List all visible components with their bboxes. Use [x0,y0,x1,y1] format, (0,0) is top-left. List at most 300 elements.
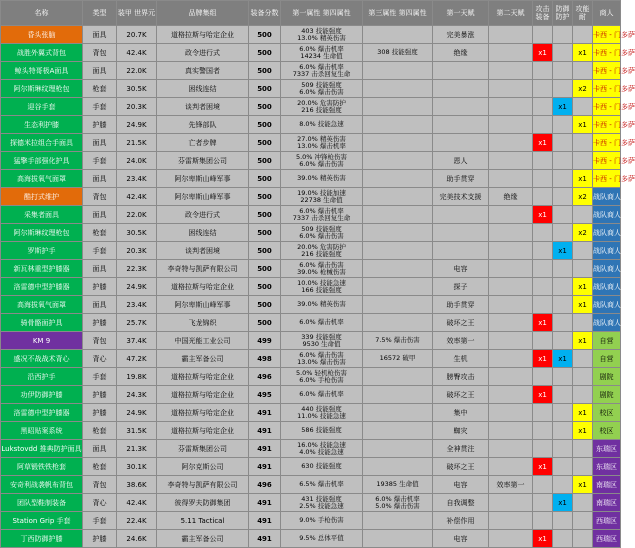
name-cell: 高海拔氧气面罩 [1,170,83,188]
attr2-cell [363,386,433,404]
def-cell [553,80,573,98]
skl-cell: x2 [573,224,593,242]
name-cell: 沿西护手 [1,368,83,386]
talent2-cell [489,512,533,530]
name-cell: 鲸头特哥极A面具 [1,62,83,80]
attr1-cell: 586 技能强度 [281,422,363,440]
talent1-cell: 自我调整 [433,494,489,512]
talent2-cell: 绝缘 [489,188,533,206]
type-cell: 面具 [83,206,117,224]
type-cell: 面具 [83,170,117,188]
talent1-cell: 全神贯注 [433,440,489,458]
name-cell: 采集者面具 [1,206,83,224]
table-body [1,26,635,548]
name-cell: 高海拔氧气面罩 [1,296,83,314]
skl-cell [573,530,593,548]
brand-cell: 5.11 Tactical [157,512,249,530]
def-cell: x1 [553,98,573,116]
brand-cell: 谈判者困境 [157,98,249,116]
merchant-cell: 卡西 - 门多萨 [593,80,621,98]
attr1-cell: 27.0% 精英伤害 13.0% 爆击机率 [281,134,363,152]
talent1-cell: 效率第一 [433,332,489,350]
attr1-cell: 6.0% 爆击机率 7337 击杀回复生命 [281,206,363,224]
merchant-cell: 剧院 [593,368,621,386]
col-score-header: 装备分数 [249,1,281,26]
col-skl-header: 攻能 耐 [573,1,593,26]
name-cell: 功伊防御护膝 [1,386,83,404]
type-cell: 背心 [83,350,117,368]
price-cell: 20.3K [117,98,157,116]
attr2-cell: 7.5% 爆击伤害 [363,332,433,350]
brand-cell: 阿尔卑斯山峰军事 [157,188,249,206]
score-cell: 500 [249,116,281,134]
type-cell: 护膝 [83,116,117,134]
price-cell: 19.8K [117,368,157,386]
merchant-cell: 南瑞区 [593,476,621,494]
talent1-cell [433,98,489,116]
type-cell: 背包 [83,332,117,350]
skl-cell [573,152,593,170]
brand-cell: 道格拉斯与哈定企业 [157,278,249,296]
score-cell: 500 [249,134,281,152]
brand-cell: 道格拉斯与哈定企业 [157,404,249,422]
brand-cell: 阿尔卑斯山峰军事 [157,170,249,188]
skl-cell: x1 [573,476,593,494]
name-cell: 骑骨骼面护具 [1,314,83,332]
col-def-header: 防御 防护 [553,1,573,26]
def-cell [553,368,573,386]
score-cell: 491 [249,440,281,458]
skl-cell [573,350,593,368]
score-cell: 500 [249,80,281,98]
merchant-cell: 东瑞区 [593,458,621,476]
atk-cell [533,368,553,386]
score-cell: 500 [249,278,281,296]
talent2-cell [489,350,533,368]
atk-cell [533,26,553,44]
atk-cell [533,224,553,242]
price-cell: 23.4K [117,170,157,188]
atk-cell: x1 [533,350,553,368]
attr2-cell [363,134,433,152]
table-row [1,350,621,368]
name-cell: 团队型鞋制装备 [1,494,83,512]
talent1-cell [433,242,489,260]
talent1-cell: 探子 [433,278,489,296]
name-cell: Station Grip 手套 [1,512,83,530]
skl-cell [573,242,593,260]
brand-cell: 霸主军备公司 [157,530,249,548]
name-cell: 新瓦林重型护膝器 [1,260,83,278]
talent2-cell [489,404,533,422]
merchant-cell: 西瑞区 [593,512,621,530]
talent1-cell: 完美技术支援 [433,188,489,206]
talent1-cell: 助手贯穿 [433,296,489,314]
attr1-cell: 8.0% 技能急速 [281,116,363,134]
col-talent1-header: 第一天赋 [433,1,489,26]
table-row [1,296,621,314]
type-cell: 面具 [83,260,117,278]
name-cell: 罗斯护手 [1,242,83,260]
talent2-cell: 效率第一 [489,476,533,494]
type-cell: 枪套 [83,422,117,440]
def-cell [553,44,573,62]
merchant-cell: 卡西 - 门多萨 [593,26,621,44]
talent2-cell [489,134,533,152]
talent1-cell: 电容 [433,260,489,278]
attr1-cell: 10.0% 技能急速 166 技能强度 [281,278,363,296]
def-cell [553,116,573,134]
name-cell: 洛雷德中型护膝器 [1,278,83,296]
attr2-cell [363,206,433,224]
name-cell: 战胜外翼式背包 [1,44,83,62]
attr2-cell [363,278,433,296]
type-cell: 护膝 [83,404,117,422]
table-row [1,278,621,296]
atk-cell [533,152,553,170]
attr1-cell: 20.0% 危害防护 216 技能强度 [281,98,363,116]
col-talent2-header: 第二天赋 [489,1,533,26]
table-row [1,44,621,62]
def-cell [553,260,573,278]
table-row [1,458,621,476]
talent1-cell [433,134,489,152]
brand-cell: 谈判者困境 [157,242,249,260]
price-cell: 47.2K [117,350,157,368]
skl-cell [573,440,593,458]
atk-cell: x1 [533,44,553,62]
skl-cell [573,458,593,476]
talent1-cell [433,80,489,98]
talent1-cell [433,224,489,242]
attr1-cell: 39.0% 精英伤害 [281,170,363,188]
talent2-cell [489,26,533,44]
def-cell [553,530,573,548]
def-cell [553,314,573,332]
def-cell [553,332,573,350]
talent2-cell [489,368,533,386]
talent2-cell [489,494,533,512]
score-cell: 500 [249,224,281,242]
attr1-cell: 16.0% 技能急速 4.0% 技能急速 [281,440,363,458]
score-cell: 500 [249,314,281,332]
talent1-cell: 完美暴涨 [433,26,489,44]
attr1-cell: 431 技能强度 2.5% 技能急速 [281,494,363,512]
score-cell: 500 [249,170,281,188]
score-cell: 500 [249,44,281,62]
brand-cell: 道格拉斯与哈定企业 [157,368,249,386]
attr1-cell: 6.0% 爆击伤害 39.0% 枪械伤害 [281,260,363,278]
col-merchant-header: 商人 [593,1,621,26]
attr1-cell: 9.0% 手枪伤害 [281,512,363,530]
attr2-cell [363,116,433,134]
attr1-cell: 19.0% 技能加速 22738 生命值 [281,188,363,206]
brand-cell: 困线连结 [157,224,249,242]
score-cell: 491 [249,422,281,440]
skl-cell: x1 [573,422,593,440]
talent1-cell: 绝缘 [433,44,489,62]
talent2-cell [489,296,533,314]
name-cell: 阿草锻铁铁枪套 [1,458,83,476]
attr2-cell [363,242,433,260]
skl-cell [573,260,593,278]
attr2-cell [363,458,433,476]
talent2-cell [489,422,533,440]
brand-cell: 芬雷斯集团公司 [157,440,249,458]
attr2-cell [363,440,433,458]
attr1-cell: 39.0% 精英伤害 [281,296,363,314]
type-cell: 枪套 [83,80,117,98]
talent2-cell [489,386,533,404]
price-cell: 24.3K [117,386,157,404]
def-cell [553,170,573,188]
brand-cell: 道格拉斯与哈定企业 [157,422,249,440]
talent1-cell: 破坏之王 [433,458,489,476]
merchant-cell: 校区 [593,404,621,422]
table-row [1,476,621,494]
atk-cell: x1 [533,134,553,152]
price-cell: 30.5K [117,224,157,242]
atk-cell [533,440,553,458]
merchant-cell: 南瑞区 [593,494,621,512]
brand-cell: 政令进行式 [157,206,249,224]
def-cell [553,404,573,422]
atk-cell [533,296,553,314]
talent1-cell: 补偿作用 [433,512,489,530]
talent2-cell [489,242,533,260]
def-cell [553,26,573,44]
atk-cell [533,242,553,260]
def-cell [553,206,573,224]
attr1-cell: 6.0% 爆击机率 [281,314,363,332]
type-cell: 护膝 [83,278,117,296]
talent2-cell [489,116,533,134]
col-atk-header: 攻击 装备 [533,1,553,26]
type-cell: 手套 [83,512,117,530]
name-cell: 酷打式维护 [1,188,83,206]
price-cell: 22.0K [117,206,157,224]
price-cell: 42.4K [117,44,157,62]
talent1-cell: 破坏之王 [433,386,489,404]
attr1-cell: 5.0% 冲锋枪伤害 6.0% 爆击伤害 [281,152,363,170]
talent2-cell [489,98,533,116]
price-cell: 21.3K [117,440,157,458]
price-cell: 20.7K [117,26,157,44]
type-cell: 背包 [83,188,117,206]
atk-cell: x1 [533,458,553,476]
attr2-cell: 16572 破甲 [363,350,433,368]
merchant-cell: 战队商人 [593,242,621,260]
col-type-header: 类型 [83,1,117,26]
merchant-cell: 卡西 - 门多萨 [593,62,621,80]
type-cell: 面具 [83,26,117,44]
attr2-cell [363,422,433,440]
table-row [1,98,621,116]
score-cell: 491 [249,530,281,548]
merchant-cell: 战队商人 [593,278,621,296]
attr2-cell [363,368,433,386]
talent2-cell [489,224,533,242]
atk-cell [533,278,553,296]
talent1-cell: 膀臀攻击 [433,368,489,386]
merchant-cell: 战队商人 [593,296,621,314]
table-row [1,134,621,152]
talent1-cell: 破坏之王 [433,314,489,332]
def-cell [553,422,573,440]
merchant-cell: 战队商人 [593,188,621,206]
talent1-cell: 恩人 [433,152,489,170]
talent1-cell: 生机 [433,350,489,368]
merchant-cell: 卡西 - 门多萨 [593,152,621,170]
attr1-cell: 6.0% 爆击机率 14234 生命值 [281,44,363,62]
name-cell: 黑昭贴案系统 [1,422,83,440]
score-cell: 491 [249,494,281,512]
atk-cell [533,62,553,80]
attr1-cell: 440 技能强度 11.0% 技能急速 [281,404,363,422]
talent2-cell [489,80,533,98]
attr2-cell [363,62,433,80]
price-cell: 30.1K [117,458,157,476]
table-row [1,332,621,350]
score-cell: 500 [249,206,281,224]
type-cell: 面具 [83,440,117,458]
talent2-cell [489,170,533,188]
attr2-cell [363,296,433,314]
table-row [1,440,621,458]
score-cell: 500 [249,188,281,206]
price-cell: 31.5K [117,422,157,440]
talent2-cell [489,152,533,170]
price-cell: 22.3K [117,260,157,278]
attr2-cell [363,188,433,206]
attr1-cell: 6.0% 爆击机率 [281,386,363,404]
attr1-cell: 5.0% 轻机枪伤害 6.0% 手枪伤害 [281,368,363,386]
atk-cell [533,116,553,134]
name-cell: 盛况不战战术背心 [1,350,83,368]
atk-cell: x1 [533,530,553,548]
table-row [1,224,621,242]
type-cell: 背包 [83,44,117,62]
def-cell [553,296,573,314]
merchant-cell: 卡西 - 门多萨 [593,134,621,152]
score-cell: 500 [249,62,281,80]
name-cell: 洛雷德中型护膝器 [1,404,83,422]
type-cell: 手套 [83,152,117,170]
merchant-cell: 卡西 - 门多萨 [593,98,621,116]
name-cell: 丁西防御护膝 [1,530,83,548]
attr2-cell [363,260,433,278]
def-cell [553,458,573,476]
brand-cell: 道格拉斯与哈定企业 [157,26,249,44]
header-row [1,1,621,26]
score-cell: 500 [249,152,281,170]
table-row [1,422,621,440]
skl-cell [573,62,593,80]
merchant-cell: 剧院 [593,386,621,404]
talent1-cell: 电容 [433,476,489,494]
brand-cell: 阿尔克斯公司 [157,458,249,476]
def-cell: x1 [553,494,573,512]
table-row [1,80,621,98]
table-row [1,260,621,278]
attr2-cell [363,512,433,530]
col-brand-header: 品牌集组 [157,1,249,26]
merchant-cell: 卡西 - 门多萨 [593,44,621,62]
atk-cell: x1 [533,206,553,224]
skl-cell [573,512,593,530]
talent2-cell [489,260,533,278]
table-row [1,368,621,386]
attr2-cell: 19385 生命值 [363,476,433,494]
attr2-cell [363,170,433,188]
attr2-cell [363,26,433,44]
price-cell: 24.0K [117,152,157,170]
price-cell: 24.9K [117,278,157,296]
table-row [1,116,621,134]
def-cell: x1 [553,242,573,260]
talent1-cell: 助手贯穿 [433,170,489,188]
name-cell: 安奇利战袭帆布背包 [1,476,83,494]
skl-cell [573,134,593,152]
talent1-cell [433,116,489,134]
atk-cell [533,80,553,98]
name-cell: 阿尔斯琳纹理枪包 [1,224,83,242]
price-cell: 24.6K [117,530,157,548]
attr2-cell [363,314,433,332]
table-row [1,206,621,224]
atk-cell [533,512,553,530]
merchant-cell: 战队商人 [593,260,621,278]
skl-cell: x1 [573,404,593,422]
brand-cell: 困线连结 [157,80,249,98]
talent2-cell [489,332,533,350]
score-cell: 496 [249,368,281,386]
skl-cell: x1 [573,170,593,188]
skl-cell [573,26,593,44]
merchant-cell: 卡西 - 门多萨 [593,170,621,188]
brand-cell: 彼得罗夫防御集团 [157,494,249,512]
type-cell: 手套 [83,368,117,386]
attr2-cell [363,98,433,116]
attr2-cell [363,224,433,242]
name-cell: 探德米拉组合手面具 [1,134,83,152]
score-cell: 500 [249,98,281,116]
table-row [1,314,621,332]
attr1-cell: 509 技能强度 6.0% 爆击伤害 [281,224,363,242]
skl-cell: x1 [573,296,593,314]
talent2-cell [489,530,533,548]
atk-cell [533,188,553,206]
score-cell: 498 [249,350,281,368]
col-attr1-header: 第一属性 第四属性 [281,1,363,26]
type-cell: 背心 [83,494,117,512]
price-cell: 20.3K [117,242,157,260]
talent1-cell: 电容 [433,530,489,548]
price-cell: 22.0K [117,62,157,80]
brand-cell: 李奇特与凯萨有限公司 [157,476,249,494]
atk-cell [533,170,553,188]
skl-cell [573,386,593,404]
skl-cell: x1 [573,278,593,296]
attr1-cell: 9.5% 总体平值 [281,530,363,548]
attr1-cell: 20.0% 危害防护 216 技能强度 [281,242,363,260]
price-cell: 24.9K [117,404,157,422]
col-name-header: 名称 [1,1,83,26]
skl-cell [573,98,593,116]
def-cell [553,512,573,530]
atk-cell [533,260,553,278]
table-row [1,386,621,404]
